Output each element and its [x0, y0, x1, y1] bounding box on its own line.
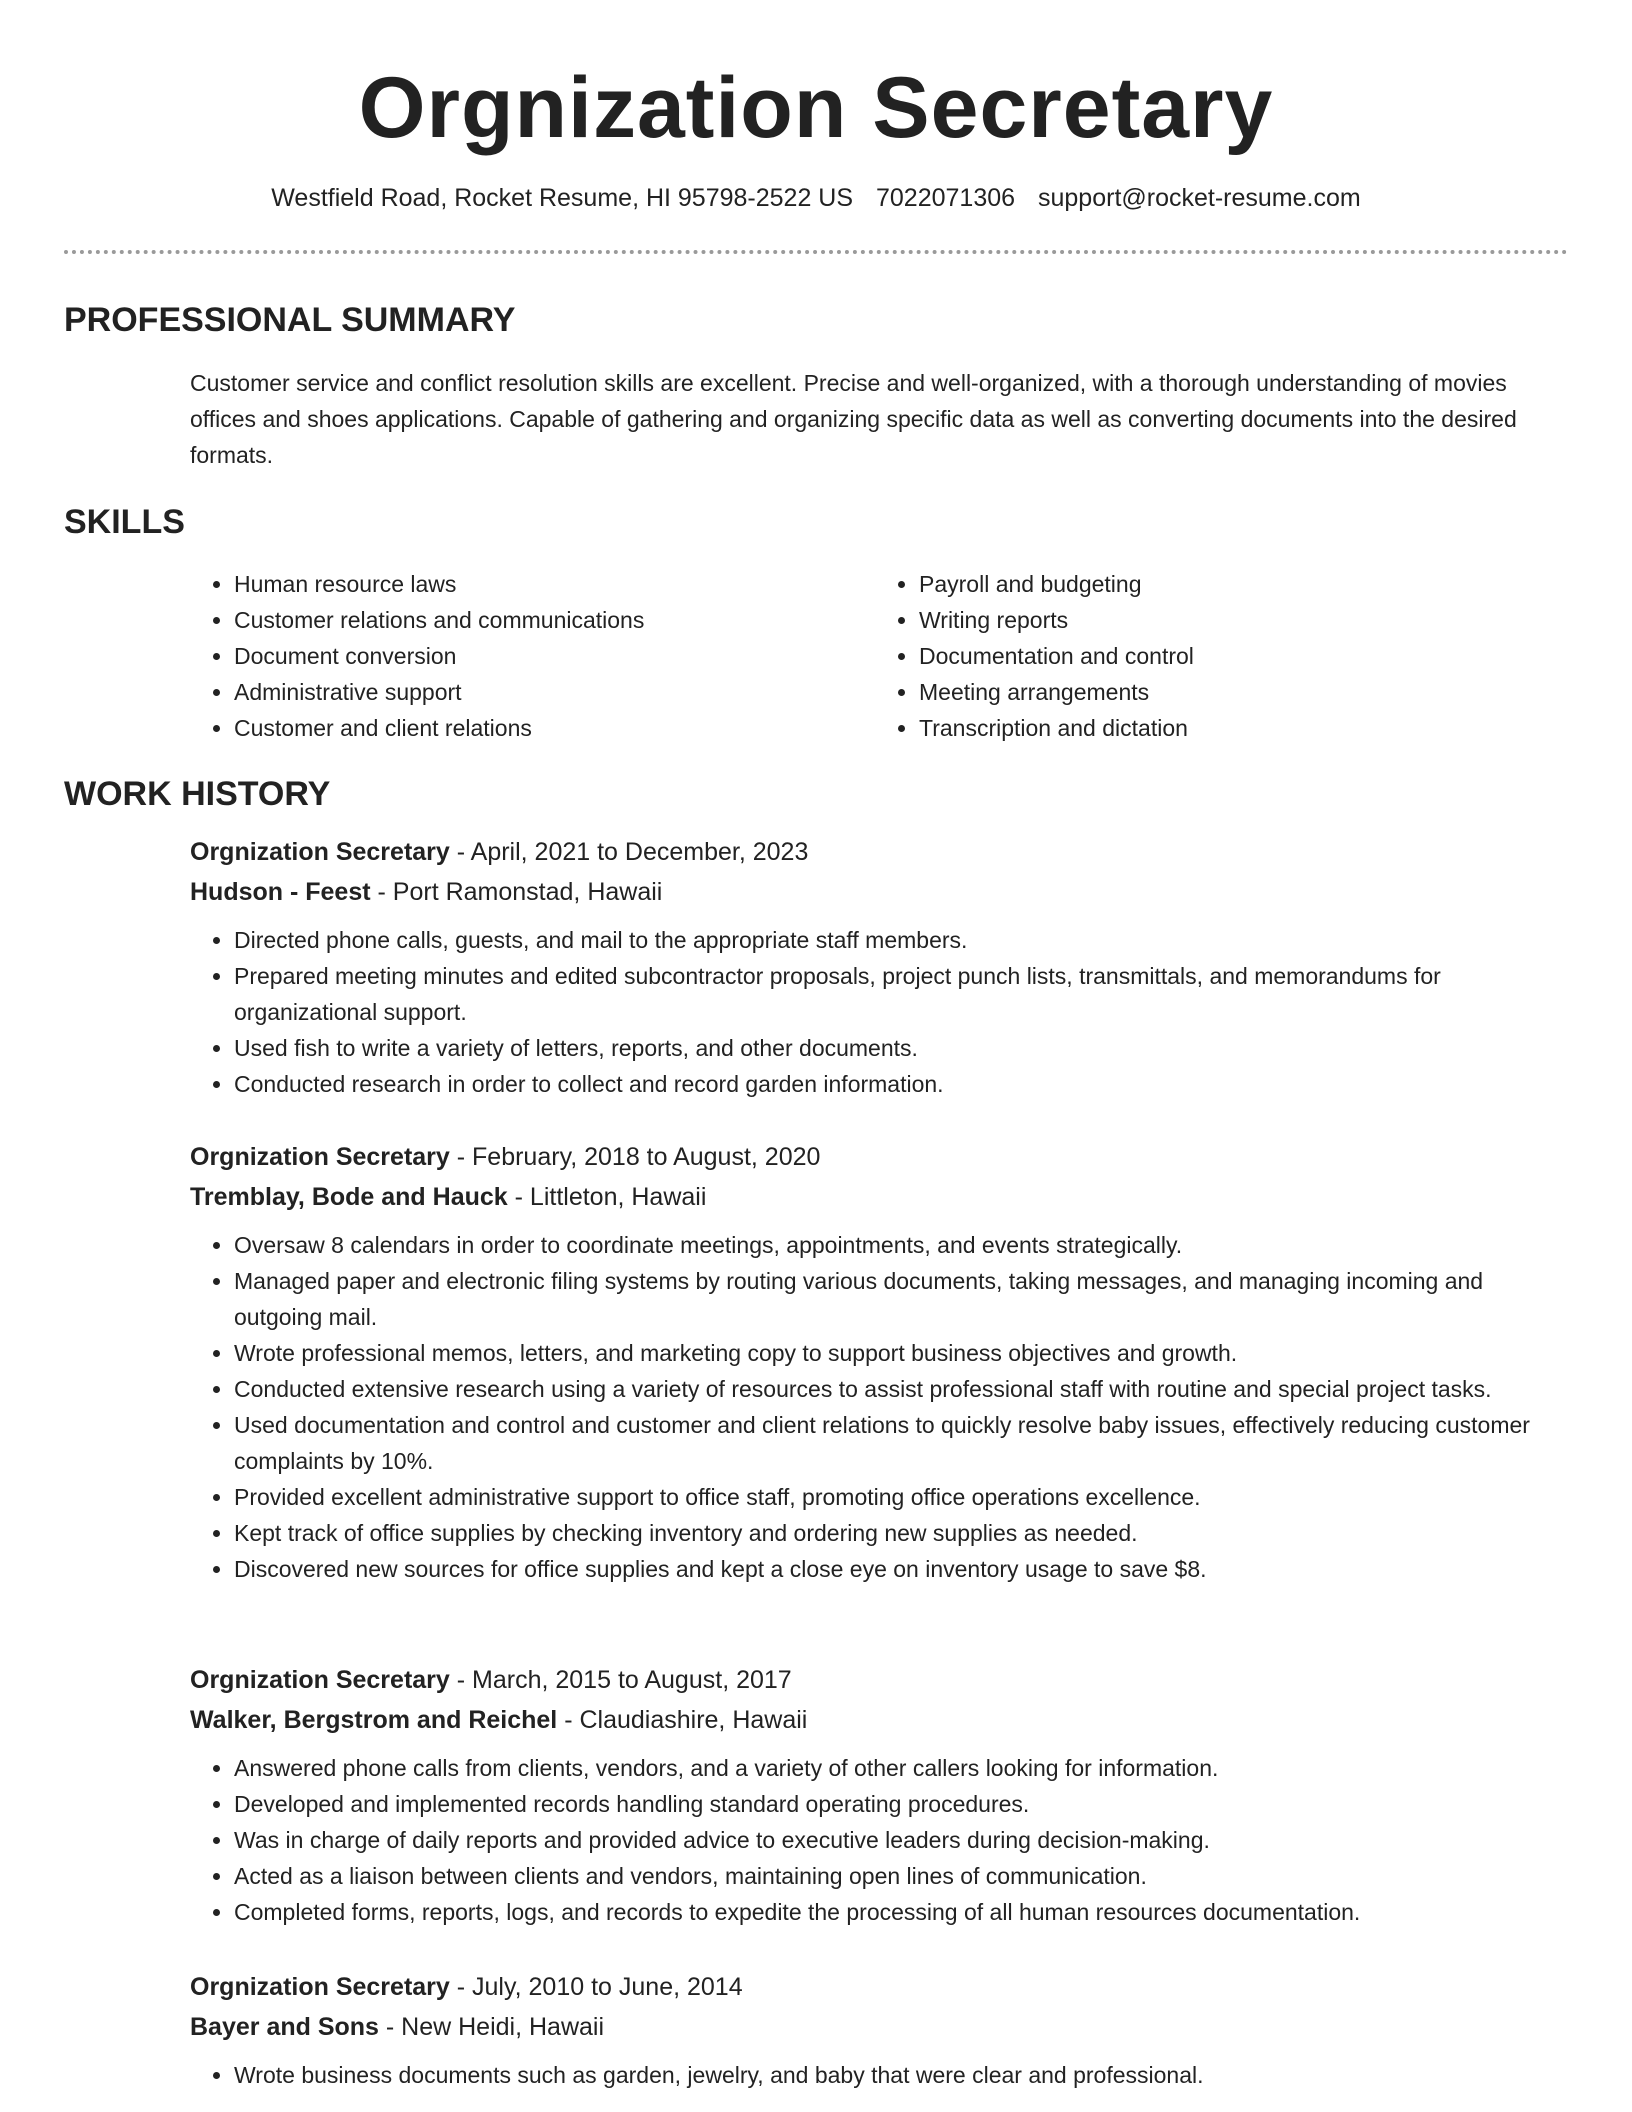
skills-column-right [875, 566, 1560, 746]
job-dates: - July, 2010 to June, 2014 [449, 1973, 743, 2001]
job-company-line [190, 1177, 1570, 1217]
job-dates: - April, 2021 to December, 2023 [449, 838, 809, 866]
header-divider [64, 250, 1568, 254]
job-company-line [190, 872, 1570, 912]
job-bullet: • Wrote business documents such as garden, jewelry, and baby that were clear and professional. [234, 2057, 1570, 2093]
skill-item: • Document conversion [234, 638, 875, 674]
job-company: Walker, Bergstrom and Reichel [190, 1706, 558, 1734]
job-location: - Littleton, Hawaii [507, 1183, 707, 1211]
job-bullet: • Conducted extensive research using a variety of resources to assist professional staff with routine and special project tasks. [234, 1371, 1570, 1407]
job-bullets [190, 1750, 1570, 1930]
skill-item: • Payroll and budgeting [919, 566, 1560, 602]
job-bullet: • Conducted research in order to collect and record garden information. [234, 1066, 1570, 1102]
skills-heading: SKILLS [64, 503, 185, 541]
job-location: - Claudiashire, Hawaii [557, 1706, 808, 1734]
skills-column-left [190, 566, 875, 746]
job-bullet: • Was in charge of daily reports and provided advice to executive leaders during decision-making. [234, 1822, 1570, 1858]
job-title-line [190, 1660, 1570, 1700]
job-bullet: • Oversaw 8 calendars in order to coordinate meetings, appointments, and events strategically. [234, 1227, 1570, 1263]
contact-phone: 7022071306 [876, 184, 1016, 212]
job-title: Orgnization Secretary [190, 838, 450, 866]
job-title: Orgnization Secretary [190, 1973, 450, 2001]
job-bullet: • Used fish to write a variety of letters, reports, and other documents. [234, 1030, 1570, 1066]
skill-item: • Writing reports [919, 602, 1560, 638]
job-bullet: • Discovered new sources for office supplies and kept a close eye on inventory usage to save $8. [234, 1551, 1570, 1587]
skill-item: • Customer relations and communications [234, 602, 875, 638]
summary-heading: PROFESSIONAL SUMMARY [64, 301, 516, 339]
skill-item: • Customer and client relations [234, 710, 875, 746]
job-bullet: • Prepared meeting minutes and edited subcontractor proposals, project punch lists, transmittals, and memorandums for organizational support. [234, 958, 1570, 1030]
contact-line [0, 180, 1632, 216]
job-company: Bayer and Sons [190, 2013, 379, 2041]
job-bullet: • Answered phone calls from clients, vendors, and a variety of other callers looking for information. [234, 1750, 1570, 1786]
job-dates: - March, 2015 to August, 2017 [449, 1666, 792, 1694]
job-bullets [190, 1227, 1570, 1587]
skill-item: • Transcription and dictation [919, 710, 1560, 746]
job-title-line [190, 1967, 1570, 2007]
skill-item: • Documentation and control [919, 638, 1560, 674]
job-entry [190, 1660, 1570, 1930]
job-bullet: • Provided excellent administrative support to office staff, promoting office operations excellence. [234, 1479, 1570, 1515]
job-company: Hudson - Feest [190, 878, 371, 906]
job-bullet: • Directed phone calls, guests, and mail to the appropriate staff members. [234, 922, 1570, 958]
job-bullets [190, 2057, 1570, 2093]
job-bullet: • Developed and implemented records handling standard operating procedures. [234, 1786, 1570, 1822]
job-title: Orgnization Secretary [190, 1143, 450, 1171]
job-bullet: • Acted as a liaison between clients and vendors, maintaining open lines of communication. [234, 1858, 1570, 1894]
job-location: - New Heidi, Hawaii [378, 2013, 605, 2041]
job-title-line [190, 832, 1570, 872]
job-entry [190, 1967, 1570, 2093]
job-bullet: • Kept track of office supplies by checking inventory and ordering new supplies as needed. [234, 1515, 1570, 1551]
skills-list [190, 566, 1560, 746]
job-title-line [190, 1137, 1570, 1177]
job-company-line [190, 2007, 1570, 2047]
skill-item: • Administrative support [234, 674, 875, 710]
job-dates: - February, 2018 to August, 2020 [449, 1143, 821, 1171]
job-location: - Port Ramonstad, Hawaii [370, 878, 663, 906]
contact-email: support@rocket-resume.com [1038, 184, 1361, 212]
job-bullets [190, 922, 1570, 1102]
work-history-heading: WORK HISTORY [64, 775, 331, 813]
job-bullet: • Used documentation and control and customer and client relations to quickly resolve baby issues, effectively reducing customer complaints by 10%. [234, 1407, 1570, 1479]
resume-name: Orgnization Secretary [358, 60, 1274, 156]
skill-item: • Meeting arrangements [919, 674, 1560, 710]
summary-text: Customer service and conflict resolution skills are excellent. Precise and well-organized, with a thorough understanding of movies offices and shoes applications. Capable of gathering and organizing specific data as well as converting documents into the desired formats. [190, 370, 1517, 468]
skill-item: • Human resource laws [234, 566, 875, 602]
contact-address: Westfield Road, Rocket Resume, HI 95798-2522 US [271, 184, 854, 212]
job-bullet: • Managed paper and electronic filing systems by routing various documents, taking messages, and managing incoming and outgoing mail. [234, 1263, 1570, 1335]
job-entry [190, 832, 1570, 1102]
job-bullet: • Completed forms, reports, logs, and records to expedite the processing of all human resources documentation. [234, 1894, 1570, 1930]
job-entry [190, 1137, 1570, 1587]
job-bullet: • Wrote professional memos, letters, and marketing copy to support business objectives and growth. [234, 1335, 1570, 1371]
job-company-line [190, 1700, 1570, 1740]
job-company: Tremblay, Bode and Hauck [190, 1183, 508, 1211]
job-title: Orgnization Secretary [190, 1666, 450, 1694]
